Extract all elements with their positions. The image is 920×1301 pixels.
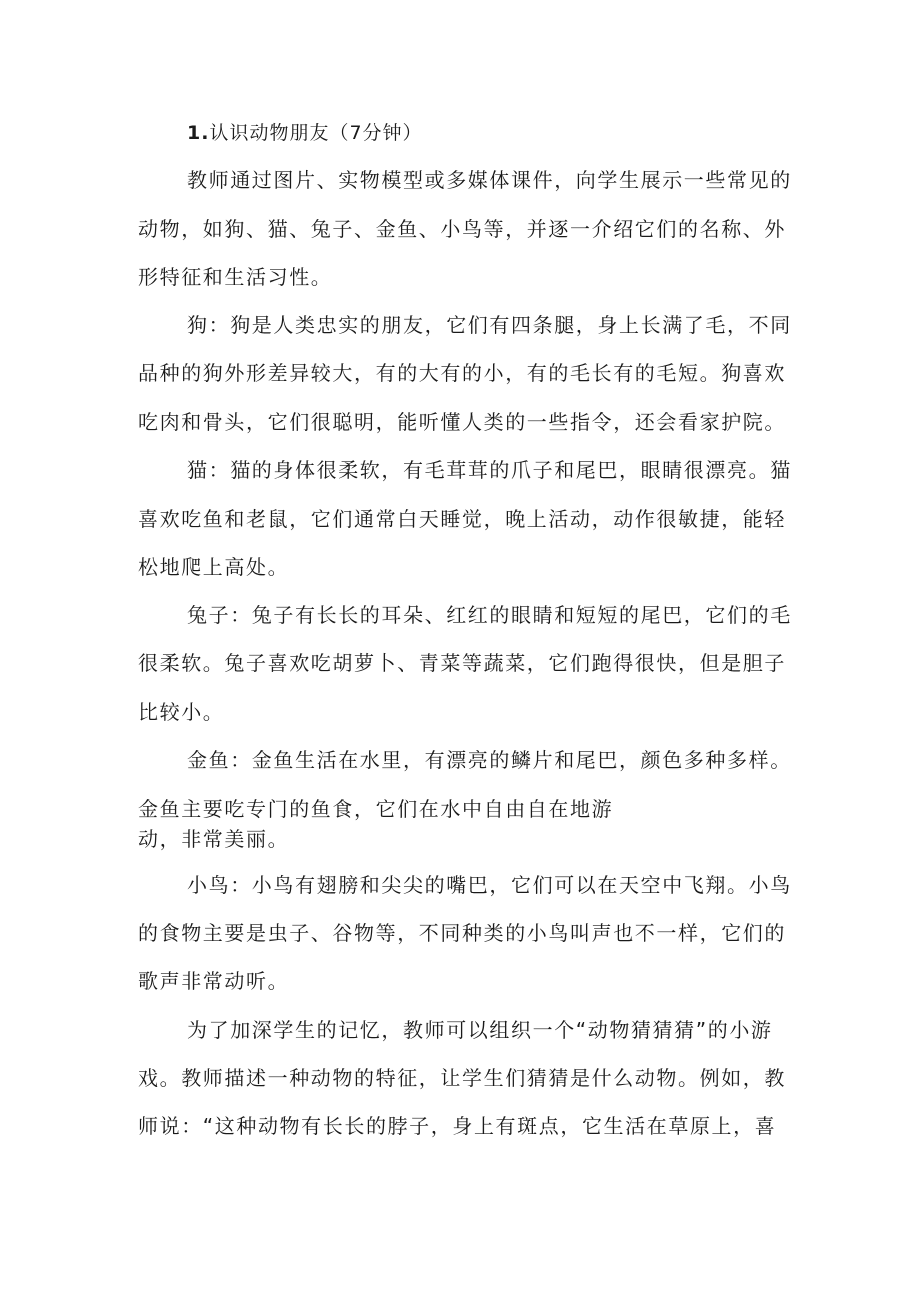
paragraph-line: 狗：狗是人类忠实的朋友，它们有四条腿，身上长满了毛，不同 (187, 313, 792, 337)
paragraph-line: 的食物主要是虫子、谷物等，不同种类的小鸟叫声也不一样，它们的 (138, 921, 786, 945)
paragraph-line: 喜欢吃鱼和老鼠，它们通常白天睡觉，晚上活动，动作很敏捷，能轻 (138, 507, 786, 531)
paragraph-line: 教师通过图片、实物模型或多媒体课件，向学生展示一些常见的 (187, 168, 792, 192)
section-number: 1. (187, 122, 210, 144)
paragraph-line: 歌声非常动听。 (138, 969, 290, 993)
paragraph-line: 动，非常美丽。 (138, 827, 290, 851)
paragraph-line: 金鱼主要吃专门的鱼食，它们在水中自由自在地游 (138, 797, 614, 821)
paragraph-line: 动物，如狗、猫、兔子、金鱼、小鸟等，并逐一介绍它们的名称、外 (138, 217, 786, 241)
paragraph-line: 松地爬上高处。 (138, 555, 290, 579)
paragraph-line: 猫：猫的身体很柔软，有毛茸茸的爪子和尾巴，眼睛很漂亮。猫 (187, 458, 792, 482)
paragraph-line: 小鸟：小鸟有翅膀和尖尖的嘴巴，它们可以在天空中飞翔。小鸟 (187, 873, 792, 897)
paragraph-line: 师说：“这种动物有长长的脖子，身上有斑点，它生活在草原上，喜 (138, 1114, 777, 1138)
paragraph-line: 比较小。 (138, 700, 225, 724)
paragraph-line: 品种的狗外形差异较大，有的大有的小，有的毛长有的毛短。狗喜欢 (138, 361, 786, 385)
paragraph-line: 很柔软。兔子喜欢吃胡萝卜、青菜等蔬菜，它们跑得很快，但是胆子 (138, 651, 786, 675)
paragraph-line: 形特征和生活习性。 (138, 265, 333, 289)
paragraph-line: 兔子：兔子有长长的耳朵、红红的眼睛和短短的尾巴，它们的毛 (187, 603, 792, 627)
section-title: 认识动物朋友（7分钟） (209, 122, 423, 144)
section-heading (187, 121, 423, 145)
paragraph-line: 金鱼：金鱼生活在水里，有漂亮的鳞片和尾巴，颜色多种多样。 (187, 748, 792, 772)
paragraph-line: 为了加深学生的记忆，教师可以组织一个“动物猜猜猜”的小游 (187, 1018, 773, 1042)
paragraph-line: 戏。教师描述一种动物的特征，让学生们猜猜是什么动物。例如，教 (138, 1066, 786, 1090)
paragraph-line: 吃肉和骨头，它们很聪明，能听懂人类的一些指令，还会看家护院。 (138, 410, 786, 434)
